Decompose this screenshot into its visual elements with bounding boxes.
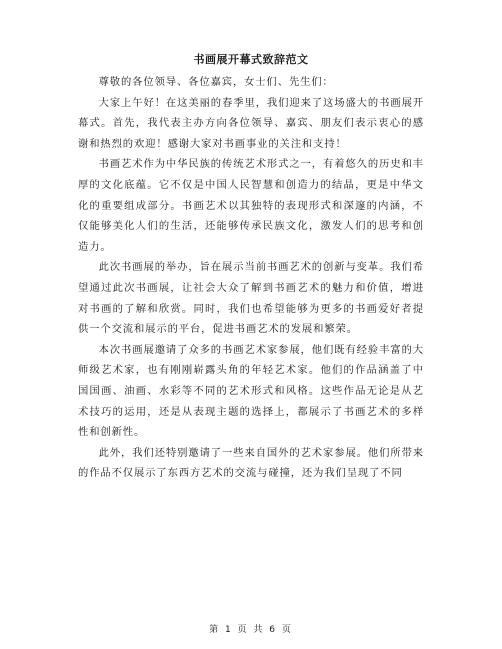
paragraph-3: 此次书画展的举办，旨在展示当前书画艺术的创新与变革。我们希望通过此次书画展，让社会大众了解到书画艺术的魅力和价值，增进对书画的了解和欣赏。同时，我们也希望能够为更多的书画爱好者提供一个交流和展示的平台，促进书画艺术的发展和繁荣。 [78, 261, 424, 336]
salutation: 尊敬的各位领导、各位嘉宾，女士们、先生们： [98, 76, 334, 88]
paragraph-4: 本次书画展邀请了众多的书画艺术家参展，他们既有经验丰富的大师级艺术家，也有刚刚崭露头角的年轻艺术家。他们的作品涵盖了中国国画、油画、水彩等不同的艺术形式和风格。这些作品无论是从艺术技巧的运用，还是从表现主题的选择上，都展示了书画艺术的多样性和创新性。 [78, 343, 424, 439]
document-title: 书画展开幕式致辞范文 [193, 53, 309, 66]
paragraph-2: 书画艺术作为中华民族的传统艺术形式之一，有着悠久的历史和丰厚的文化底蕴。它不仅是中国人民智慧和创造力的结晶，更是中华文化的重要组成部分。书画艺术以其独特的表现形式和深邃的内涵，不仅能够美化人们的生活，还能够传承民族文化，激发人们的思考和创造力。 [78, 158, 424, 253]
document-body [78, 72, 424, 484]
paragraph-5: 此外，我们还特别邀请了一些来自国外的艺术家参展。他们所带来的作品不仅展示了东西方艺术的交流与碰撞，还为我们呈现了不同 [78, 446, 424, 480]
paragraph-1: 大家上午好！在这美丽的春季里，我们迎来了这场盛大的书画展开幕式。首先，我代表主办方向各位领导、嘉宾、朋友们表示衷心的感谢和热烈的欢迎！感谢大家对书画事业的关注和支持！ [78, 96, 424, 150]
page-number: 第 1 页 共 6 页 [209, 625, 293, 635]
